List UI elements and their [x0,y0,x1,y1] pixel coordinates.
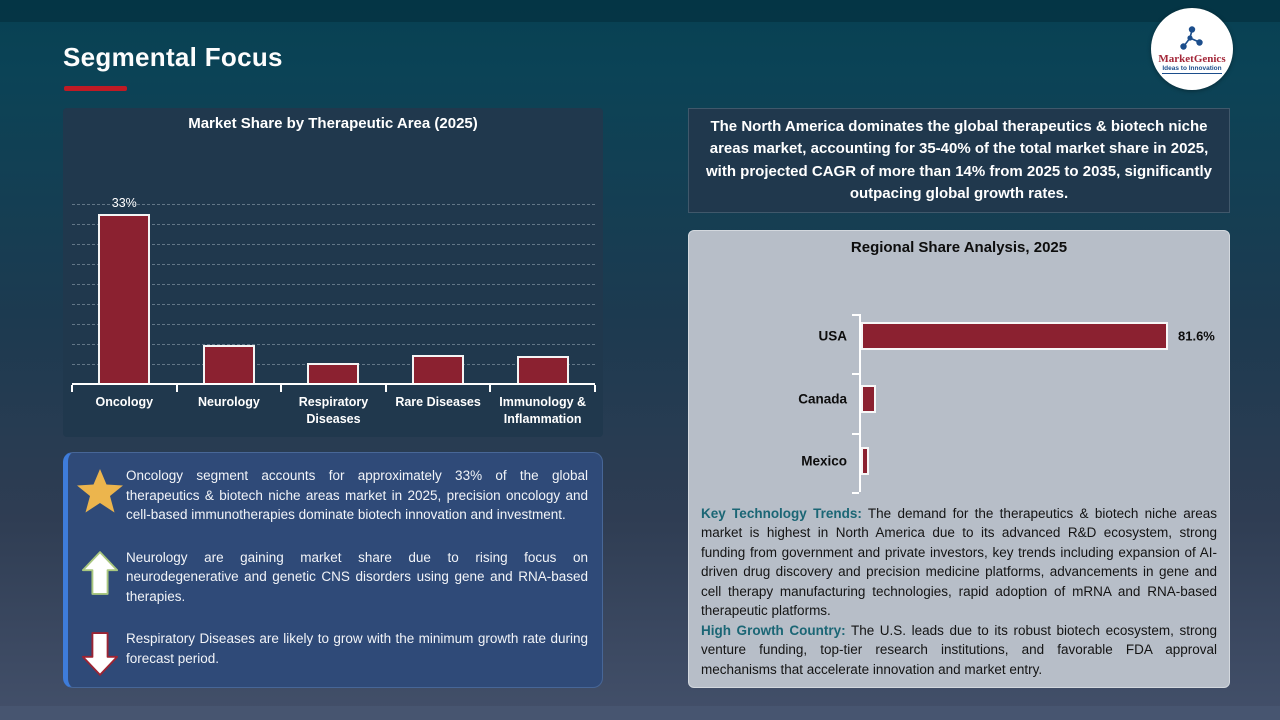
category-label: Oncology [95,395,154,409]
axis-tick [176,385,178,392]
regional-commentary [689,500,1229,679]
callout-row-neurology [74,548,588,607]
bar-respiratory-diseases [307,363,359,383]
ta-bar-group [72,168,177,383]
axis-tick [852,314,859,316]
bar-usa [861,322,1168,350]
title-underline [64,86,127,91]
callout-text-neurology: Neurology are gaining market share due to rising focus on neurodegenerative and genetic CNS disorders using gene and RNA-based therapies. [126,549,588,604]
highlight-text: The North America dominates the global therapeutics & biotech niche areas market, accounting for 35-40% of the total market share in 2025, with projected CAGR of more than 14% from 2025 to 2035, significantly outpacing global growth rates. [706,117,1212,202]
therapeutic-area-chart-panel [63,108,603,437]
bar-data-label: 81.6% [1178,328,1215,344]
bar-neurology [203,345,255,383]
regional-analysis-panel [688,230,1230,688]
axis-tick [852,492,859,494]
category-label: Rare Diseases [395,395,481,409]
star-icon [74,466,126,514]
callout-text-oncology: Oncology segment accounts for approximately 33% of the global therapeutics & biotech niche areas market in 2025, precision oncology and cell-based immunotherapies dominate biotech innovation and investment. [126,468,588,523]
ta-bar-group [490,168,595,383]
high-growth-country-heading: High Growth Country: [701,622,846,638]
ta-category-labels [72,394,595,428]
callout-row-oncology [74,466,588,525]
axis-tick [385,385,387,392]
ta-bar-group [281,168,386,383]
axis-tick [489,385,491,392]
regional-chart-title: Regional Share Analysis, 2025 [850,239,1068,256]
axis-tick [280,385,282,392]
key-technology-trends-text: The demand for the therapeutics & biotech niche areas market is highest in North America due to its advanced R&D ecosystem, strong funding from government and private investors, key trends including expansion of AI-driven drug discovery and precision medicine platforms, advancements in gene and cell therapy manufacturing technologies, rapid adoption of mRNA and RNA-based therapeutic platforms. [701,506,1217,619]
axis-tick [71,385,73,392]
high-growth-country-text: The U.S. leads due to its robust biotech ecosystem, strong venture funding, top-tier research institutions, and favorable FDA approval mechanisms that accelerate innovation and market entry. [701,622,1217,677]
category-label: Immunology & Inflammation [499,395,587,426]
arrow-up-icon [74,548,126,596]
bar-immunology-inflammation [517,356,569,383]
bar-oncology [98,214,150,383]
region-label-mexico: Mexico [801,453,847,469]
category-label: Respiratory Diseases [298,395,369,426]
bar-rare-diseases [412,355,464,383]
key-technology-trends-heading: Key Technology Trends: [701,506,862,521]
region-label-usa: USA [818,328,847,344]
bar-canada [861,385,876,413]
north-america-highlight-box [688,108,1230,213]
ta-bar-group [177,168,282,383]
molecule-icon [1178,25,1206,51]
logo-tagline: Ideas to Innovation [1162,64,1222,72]
axis-tick [852,373,859,375]
category-label: Neurology [197,395,260,409]
logo-name: MarketGenics [1158,52,1226,65]
ta-x-axis [72,383,595,385]
region-label-canada: Canada [798,391,847,407]
callout-row-respiratory [74,629,588,677]
callout-text-respiratory: Respiratory Diseases are likely to grow with the minimum growth rate during forecast period. [126,631,588,666]
footer-strip [0,706,1280,720]
segment-insights-callout [63,452,603,688]
page-title: Segmental Focus [63,42,283,72]
ta-bar-group [386,168,491,383]
bar-data-label: 33% [111,196,137,210]
axis-tick [594,385,596,392]
ta-plot [72,168,595,383]
axis-tick [852,433,859,435]
company-logo [1151,8,1233,90]
top-strip [0,0,1280,22]
chart-title: Market Share by Therapeutic Area (2025) [188,115,478,132]
regional-plot [689,258,1229,500]
bar-mexico [861,447,869,475]
arrow-down-icon [74,629,126,677]
